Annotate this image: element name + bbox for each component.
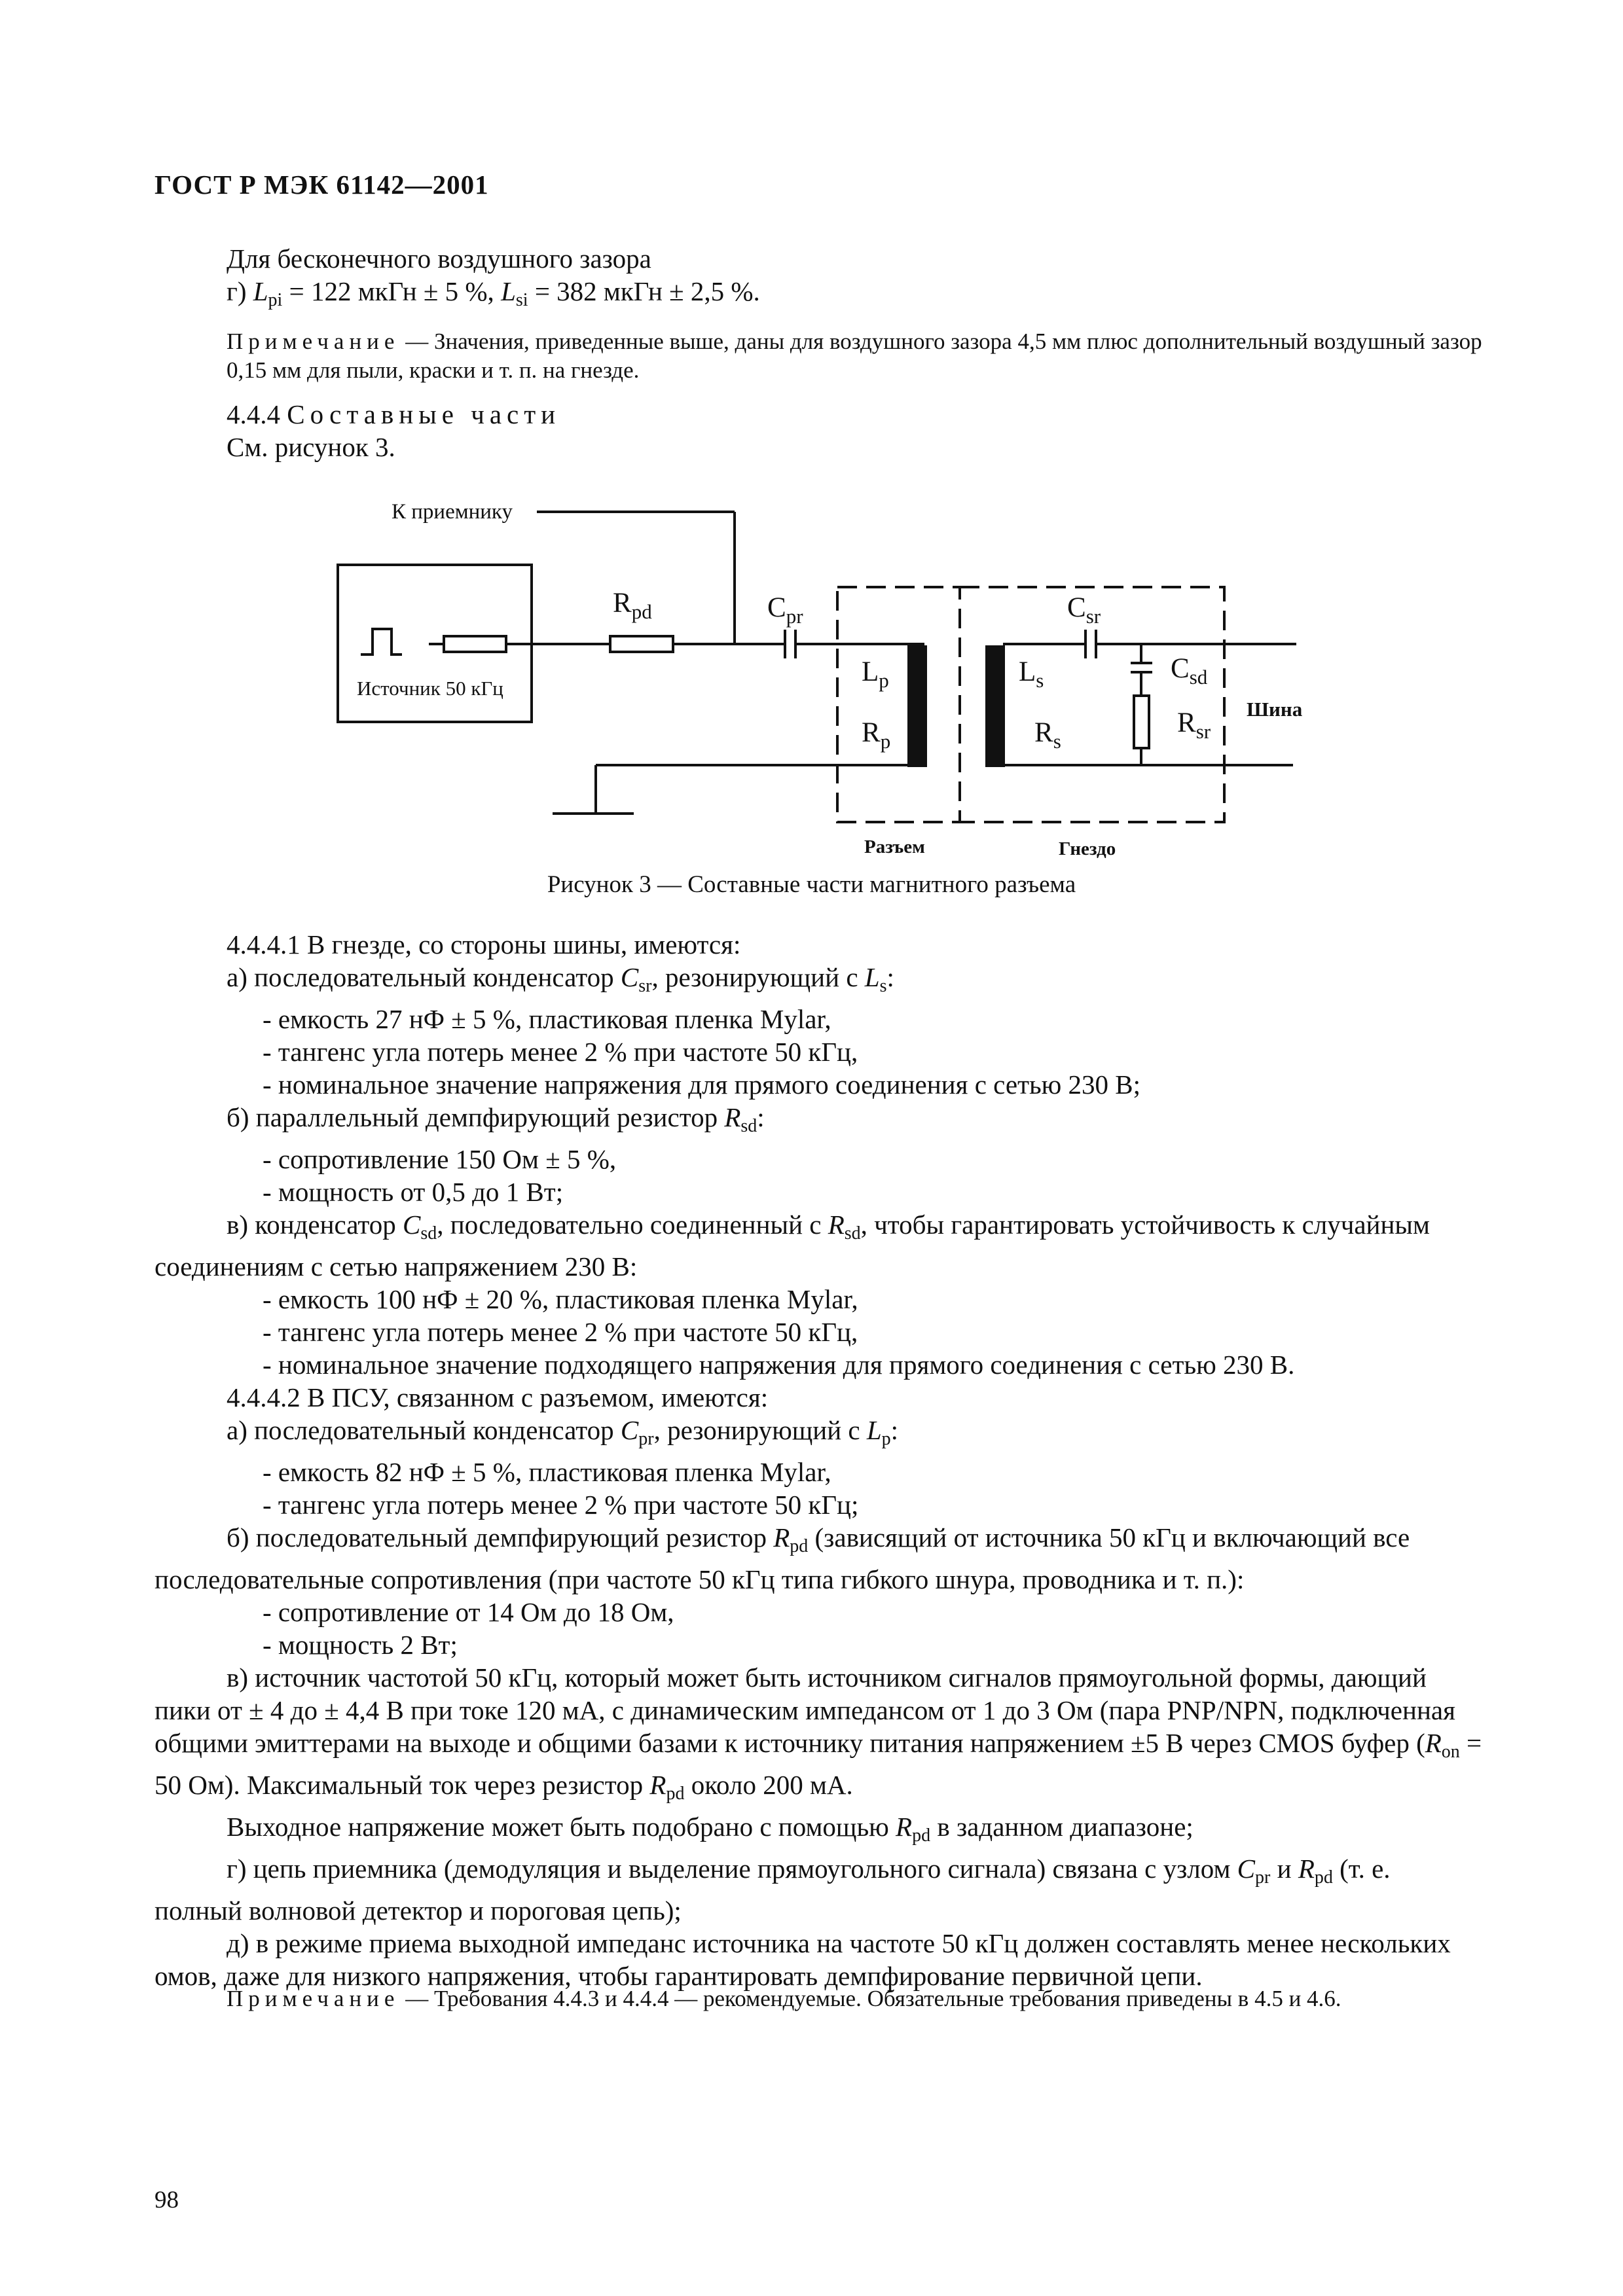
socket-label: Гнездо <box>1059 838 1116 859</box>
svg-text:Ls: $L_s$ <box>1019 656 1044 692</box>
body-text <box>155 928 1484 1992</box>
svg-text:Rpd: $R_{pd}$ <box>613 588 652 623</box>
svg-text:Csr: $C_{sr}$ <box>1067 592 1101 628</box>
csd-label: C <box>1171 653 1190 684</box>
note-1-label: Примечание <box>227 329 400 354</box>
note-2-label: Примечание <box>227 1986 400 2011</box>
body-line: - сопротивление 150 Ом ± 5 %, <box>263 1144 617 1174</box>
section-heading: 4.4.4 Составные части <box>227 399 561 429</box>
rpd-label: R <box>613 588 632 619</box>
note-2 <box>155 1984 1484 2013</box>
rs-label: R <box>1034 717 1053 748</box>
body-line: Выходное напряжение может быть подобрано с помощью $R_{pd}$ в заданном диапазоне; <box>227 1812 1194 1846</box>
svg-text:Cpr: $C_{pr}$ <box>767 592 803 628</box>
body-line: - тангенс угла потерь менее 2 % при частоте 50 кГц, <box>263 1037 858 1067</box>
document-header: ГОСТ Р МЭК 61142—2001 <box>155 170 489 200</box>
body-line: - емкость 27 нФ ± 5 %, пластиковая пленка Mylar, <box>263 1004 831 1034</box>
body-line: б) параллельный демпфирующий резистор $R_{sd}$: <box>227 1102 765 1136</box>
to-receiver-label: К приемнику <box>392 500 513 524</box>
source-label: Источник 50 кГц <box>357 677 503 700</box>
body-line: - номинальное значение напряжения для прямого соединения с сетью 230 В; <box>263 1069 1141 1100</box>
body-line: - тангенс угла потерь менее 2 % при частоте 50 кГц, <box>263 1317 858 1347</box>
section-figure-ref: См. рисунок 3. <box>227 432 395 462</box>
body-line: - мощность от 0,5 до 1 Вт; <box>263 1177 564 1207</box>
rp-label: R <box>862 717 881 748</box>
body-line: - сопротивление от 14 Ом до 18 Ом, <box>263 1597 674 1627</box>
body-line: - емкость 100 нФ ± 20 %, пластиковая пленка Mylar, <box>263 1284 858 1314</box>
body-line: в) источник частотой 50 кГц, который может быть источником сигналов прямоугольной формы, дающий пики от ± 4 до ± 4,4 В при токе 120 мА, с динамическим импедансом от 1 до 3 Ом (пара PNP/NPN, подключенная общими эмиттерами на выходе и общими базами к источнику питания напряжением ±5 В через CMOS буфер ($R_{on} = 50$ Ом). Максимальный ток через резистор $R_{pd}$ около 200 мА. <box>155 1662 1482 1804</box>
body-line: - мощность 2 Вт; <box>263 1630 458 1660</box>
bus-label: Шина <box>1247 698 1303 721</box>
body-line: г) цепь приемника (демодуляция и выделение прямоугольного сигнала) связана с узлом $C_{pr}$ и $R_{pd}$ (т. е. полный волновой детектор и пороговая цепь); <box>155 1854 1391 1926</box>
body-line: - номинальное значение подходящего напряжения для прямого соединения с сетью 230 В. <box>263 1350 1295 1380</box>
body-line: в) конденсатор $C_{sd}$, последовательно соединенный с $R_{sd}$, чтобы гарантировать устойчивость к случайным соединениям с сетью напряжением 230 В: <box>155 1210 1430 1282</box>
intro-line-2: г) $L_{pi} = 122$ мкГн ± 5 %, $L_{si} = 382$ мкГн ± 2,5 %. <box>227 276 760 310</box>
body-line: - тангенс угла потерь менее 2 % при частоте 50 кГц; <box>263 1490 859 1520</box>
note-1-text: — Значения, приведенные выше, даны для воздушного зазора 4,5 мм плюс дополнительный воздушный зазор 0,15 мм для пыли, краски и т. п. на гнезде. <box>227 329 1482 383</box>
csr-label: C <box>1067 592 1086 623</box>
body-line: б) последовательный демпфирующий резистор $R_{pd}$ (зависящий от источника 50 кГц и включающий все последовательные сопротивления (при частоте 50 кГц типа гибкого шнура, проводника и т. п.): <box>155 1522 1410 1594</box>
body-line: 4.4.4.2 В ПСУ, связанном с разъемом, имеются: <box>227 1382 769 1412</box>
rsr-label: R <box>1177 708 1196 738</box>
figure-3-circuit-diagram <box>0 0 1623 870</box>
svg-text:Lp: $L_p$ <box>862 656 889 692</box>
svg-text:Rp: $R_p$ <box>862 717 891 753</box>
lp-label: L <box>862 656 879 687</box>
figure-caption: Рисунок 3 — Составные части магнитного разъема <box>547 871 1076 898</box>
body-line: а) последовательный конденсатор $C_{sr}$, резонирующий с $L_s$: <box>227 962 894 996</box>
ls-label: L <box>1019 656 1036 687</box>
cpr-label: C <box>767 592 786 623</box>
svg-text:Rs: $R_s$ <box>1034 717 1061 753</box>
connector-label: Разъем <box>864 836 925 857</box>
svg-text:Csd: $C_{sd}$ <box>1171 653 1208 689</box>
svg-text:Rsr: $R_{sr}$ <box>1177 708 1211 743</box>
body-line: а) последовательный конденсатор $C_{pr}$, резонирующий с $L_p$: <box>227 1415 899 1449</box>
body-line: - емкость 82 нФ ± 5 %, пластиковая пленка Mylar, <box>263 1457 831 1487</box>
body-line: д) в режиме приема выходной импеданс источника на частоте 50 кГц должен составлять менее нескольких омов, даже для низкого напряжения, чтобы гарантировать демпфирование первичной цепи. <box>155 1928 1451 1991</box>
body-line: 4.4.4.1 В гнезде, со стороны шины, имеются: <box>227 929 741 960</box>
page-number: 98 <box>155 2187 179 2214</box>
note-2-text: — Требования 4.4.3 и 4.4.4 — рекомендуемые. Обязательные требования приведены в 4.5 и 4.6. <box>399 1986 1341 2011</box>
intro-line-1: Для бесконечного воздушного зазора <box>227 243 651 274</box>
